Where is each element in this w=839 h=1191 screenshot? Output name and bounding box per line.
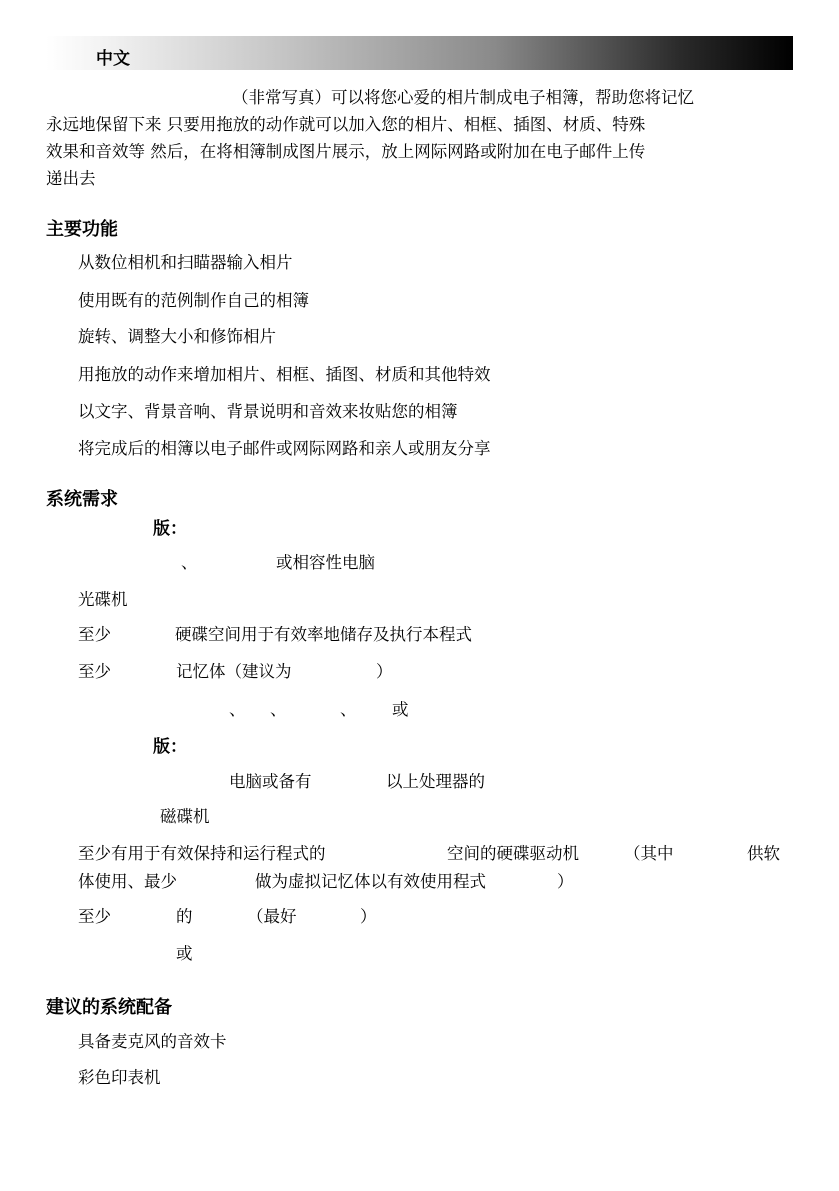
feature-item: 将完成后的相簿以电子邮件或网际网路和亲人或朋友分享	[78, 439, 491, 458]
feature-item: 用拖放的动作来增加相片、相框、插图、材质和其他特效	[78, 365, 491, 384]
mac-disk-text-2: 空间的硬碟驱动机	[447, 844, 579, 863]
pc-cdrom: 光碟机	[78, 590, 128, 609]
feature-item: 旋转、调整大小和修饰相片	[78, 327, 276, 346]
mac-version-label: 版：	[153, 737, 187, 757]
mac-os-or: 或	[176, 944, 193, 963]
pc-memory-prefix: 至少	[78, 662, 111, 681]
mac-drive: 磁碟机	[160, 807, 210, 826]
mac-memory-close: ）	[360, 907, 377, 926]
header-gradient-bar	[46, 36, 793, 70]
language-label: 中文	[96, 49, 130, 69]
mac-memory-best: （最好	[247, 907, 297, 926]
feature-item: 以文字、背景音响、背景说明和音效来妆贴您的相簿	[78, 402, 458, 421]
requirements-heading: 系统需求	[46, 489, 118, 510]
intro-line-3: 效果和音效等 然后，在将相簿制成图片展示，放上网际网路或附加在电子邮件上传	[46, 142, 646, 161]
mac-disk-text: 至少有用于有效保持和运行程式的	[78, 844, 326, 863]
recommended-item: 具备麦克风的音效卡	[78, 1032, 227, 1051]
recommended-item: 彩色印表机	[78, 1068, 161, 1087]
pc-version-label: 版：	[153, 519, 187, 539]
mac-disk-text-4: 供软	[747, 844, 780, 863]
intro-line-4: 递出去	[46, 169, 96, 188]
intro-paragraph	[46, 84, 796, 192]
pc-memory-text: 记忆体（建议为	[176, 662, 292, 681]
mac-cpu-text: 电脑或备有	[229, 772, 312, 791]
pc-os-or: 或	[392, 700, 409, 719]
pc-disk-prefix: 至少	[78, 625, 111, 644]
recommended-heading: 建议的系统配备	[46, 997, 172, 1018]
mac-cpu-text-2: 以上处理器的	[386, 772, 485, 791]
pc-compatible-text: 或相容性电脑	[276, 553, 375, 572]
pc-disk-text: 硬碟空间用于有效率地储存及执行本程式	[175, 625, 472, 644]
intro-line-1: （非常写真）可以将您心爱的相片制成电子相簿，帮助您将记忆	[232, 88, 694, 107]
pc-os-separator: 、	[270, 700, 287, 719]
intro-line-2: 永远地保留下来 只要用拖放的动作就可以加入您的相片、相框、插图、材质、特殊	[46, 115, 646, 134]
mac-disk-text-3: （其中	[624, 844, 674, 863]
feature-item: 从数位相机和扫瞄器输入相片	[78, 253, 293, 272]
mac-memory-text: 的	[176, 907, 193, 926]
pc-os-separator: 、	[229, 700, 246, 719]
mac-disk-text-6: 做为虚拟记忆体以有效使用程式	[255, 872, 486, 891]
features-heading: 主要功能	[46, 219, 118, 240]
mac-disk-text-5: 体使用、最少	[78, 872, 177, 891]
pc-os-separator: 、	[340, 700, 357, 719]
pc-comp-separator: 、	[181, 553, 198, 572]
mac-memory-prefix: 至少	[78, 907, 111, 926]
feature-item: 使用既有的范例制作自己的相簿	[78, 291, 309, 310]
pc-memory-close: ）	[376, 662, 393, 681]
mac-disk-text-7: ）	[557, 872, 574, 891]
